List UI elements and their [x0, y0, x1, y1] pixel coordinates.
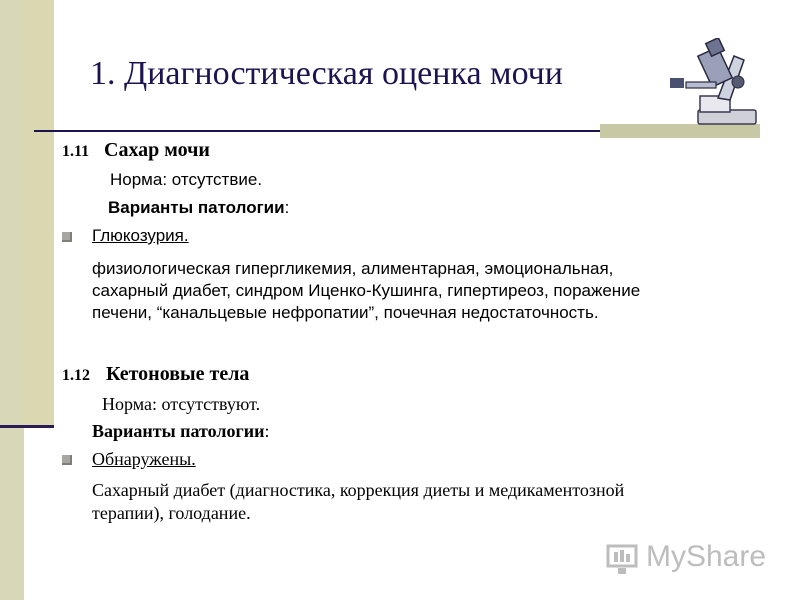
- slide-title: 1. Диагностическая оценка мочи: [90, 55, 563, 92]
- variants-colon: :: [284, 198, 290, 217]
- variants-colon: :: [264, 421, 270, 441]
- section-heading: Сахар мочи: [104, 139, 210, 161]
- variants-label: Варианты патологии: [108, 198, 285, 217]
- description-line: терапии), голодание.: [92, 503, 251, 523]
- left-decor-band: [0, 0, 24, 600]
- norm-text: Норма: отсутствие.: [110, 170, 263, 189]
- watermark-logo: [606, 538, 776, 578]
- norm-text: Норма: отсутствуют.: [102, 394, 261, 414]
- left-decor-band-inner: [24, 0, 54, 425]
- myshared-logo-icon: [606, 540, 640, 576]
- description-line: сахарный диабет, синдром Иценко-Кушинга, гипертиреоз, поражение: [92, 281, 641, 300]
- microscope-icon: [660, 38, 760, 128]
- title-divider: [34, 130, 600, 132]
- bullet-text: Глюкозурия.: [92, 226, 189, 245]
- description-line: Сахарный диабет (диагностика, коррекция диеты и медикаментозной: [92, 480, 625, 500]
- variants-label: Варианты патологии: [92, 421, 265, 441]
- logo-text: MyShare: [646, 540, 767, 573]
- bullet-marker: [62, 455, 72, 465]
- description-line: физиологическая гипергликемия, алиментарная, эмоциональная,: [92, 259, 614, 278]
- bullet-marker: [62, 232, 72, 242]
- section-number: 1.12: [62, 367, 90, 384]
- variants-line: [92, 421, 269, 442]
- variants-line: [108, 198, 289, 218]
- left-decor-line: [0, 425, 54, 428]
- section-number: 1.11: [62, 143, 90, 160]
- section-heading: Кетоновые тела: [106, 363, 250, 385]
- description-line: печени, “канальцевые нефропатии”, почечная недостаточность.: [92, 303, 599, 322]
- bullet-text: Обнаружены.: [92, 449, 196, 469]
